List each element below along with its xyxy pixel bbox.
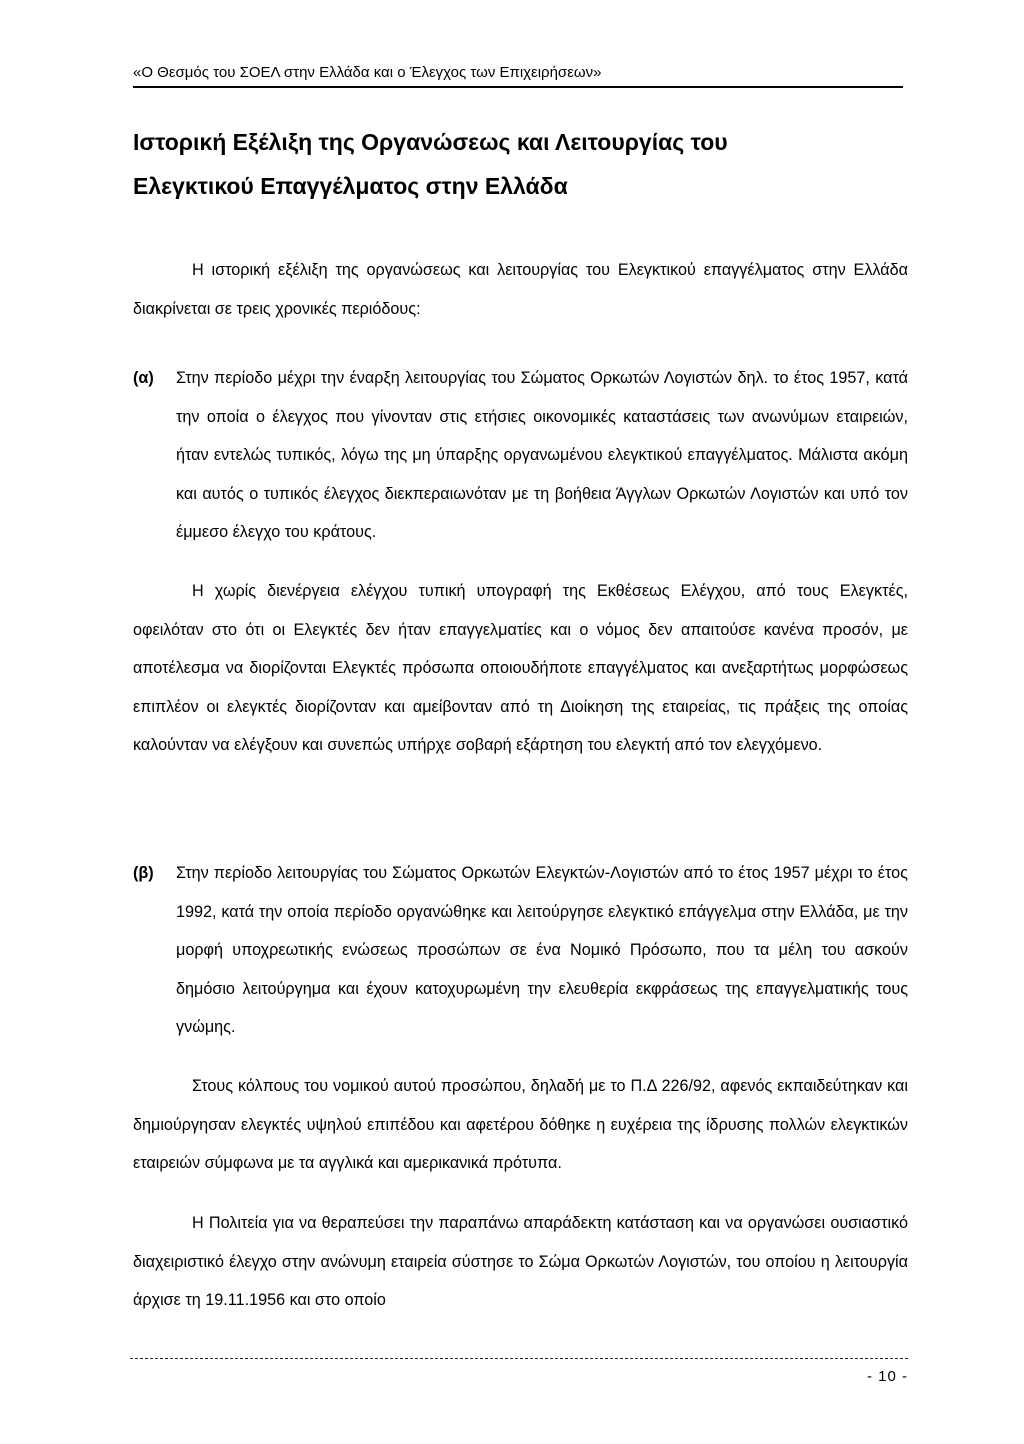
title-line-2: Ελεγκτικού Επαγγέλματος στην Ελλάδα	[133, 173, 568, 199]
section-a-paragraph-1: Στην περίοδο μέχρι την έναρξη λειτουργίας του Σώματος Ορκωτών Λογιστών δηλ. το έτος 1957, κατά την οποία ο έλεγχος που γίνονταν στις ετήσιες οικονομικές καταστάσεις των ανωνύμων εταιρειών, ήταν εντελώς τυπικός, λόγω της μη ύπαρξης οργανωμένου ελεγκτικού επαγγέλματος. Μάλιστα ακόμη και αυτός ο τυπικός έλεγχος διεκπεραιωνόταν με τη βοήθεια Άγγλων Ορκωτών Λογιστών και υπό τον έμμεσο έλεγχο του κράτους.	[176, 369, 908, 541]
page-number: - 10 -	[866, 1368, 908, 1385]
running-header: «Ο Θεσμός του ΣΟΕΛ στην Ελλάδα και ο Έλεγχος των Επιχειρήσεων»	[133, 60, 903, 88]
page-title	[133, 120, 913, 208]
section-b-paragraph-1: Στην περίοδο λειτουργίας του Σώματος Ορκωτών Ελεγκτών-Λογιστών από το έτος 1957 μέχρι το έτος 1992, κατά την οποία περίοδο οργανώθηκε και λειτούργησε ελεγκτικό επάγγελμα στην Ελλάδα, με την μορφή υποχρεωτικής ενώσεως προσώπων σε ένα Νομικό Πρόσωπο, που τα μέλη του ασκούν δημόσιο λειτούργημα και έχουν κατοχυρωμένη την ελευθερία εκφράσεως της επαγγελματικής τους γνώμης.	[176, 864, 908, 1036]
section-a-paragraph-2: Η χωρίς διενέργεια ελέγχου τυπική υπογραφή της Εκθέσεως Ελέγχου, από τους Ελεγκτές, οφειλόταν στο ότι οι Ελεγκτές δεν ήταν επαγγελματίες και ο νόμος δεν απαιτούσε κανένα προσόν, με αποτέλεσμα να διορίζονται Ελεγκτές πρόσωπα οποιουδήποτε επαγγέλματος και ανεξαρτήτως μορφώσεως επιπλέον οι ελεγκτές διορίζονταν και αμείβονταν από τη Διοίκηση της εταιρείας, τις πράξεις της οποίας καλούνταν να ελέγξουν και συνεπώς υπήρχε σοβαρή εξάρτηση του ελεγκτή από τον ελεγχόμενο.	[133, 582, 908, 754]
section-a-marker: (α)	[133, 369, 154, 387]
section-b-paragraph-3: Η Πολιτεία για να θεραπεύσει την παραπάνω απαράδεκτη κατάσταση και να οργανώσει ουσιαστικό διαχειριστικό έλεγχο στην ανώνυμη εταιρεία σύστησε το Σώμα Ορκωτών Λογιστών, του οποίου η λειτουργία άρχισε τη 19.11.1956 και στο οποίο	[133, 1214, 908, 1309]
title-line-1: Ιστορική Εξέλιξη της Οργανώσεως και Λειτουργίας του	[133, 129, 728, 155]
section-b-paragraph-2: Στους κόλπους του νομικού αυτού προσώπου, δηλαδή με το Π.Δ 226/92, αφενός εκπαιδεύτηκαν και δημιούργησαν ελεγκτές υψηλού επιπέδου και αφετέρου δόθηκε η ευχέρεια της ίδρυσης πολλών ελεγκτικών εταιρειών σύμφωνα με τα αγγλικά και αμερικανικά πρότυπα.	[133, 1077, 908, 1172]
footer-rule	[130, 1358, 908, 1359]
intro-paragraph: Η ιστορική εξέλιξη της οργανώσεως και λειτουργίας του Ελεγκτικού επαγγέλματος στην Ελλάδα διακρίνεται σε τρεις χρονικές περιόδους:	[133, 261, 908, 318]
section-b-marker: (β)	[133, 864, 154, 882]
